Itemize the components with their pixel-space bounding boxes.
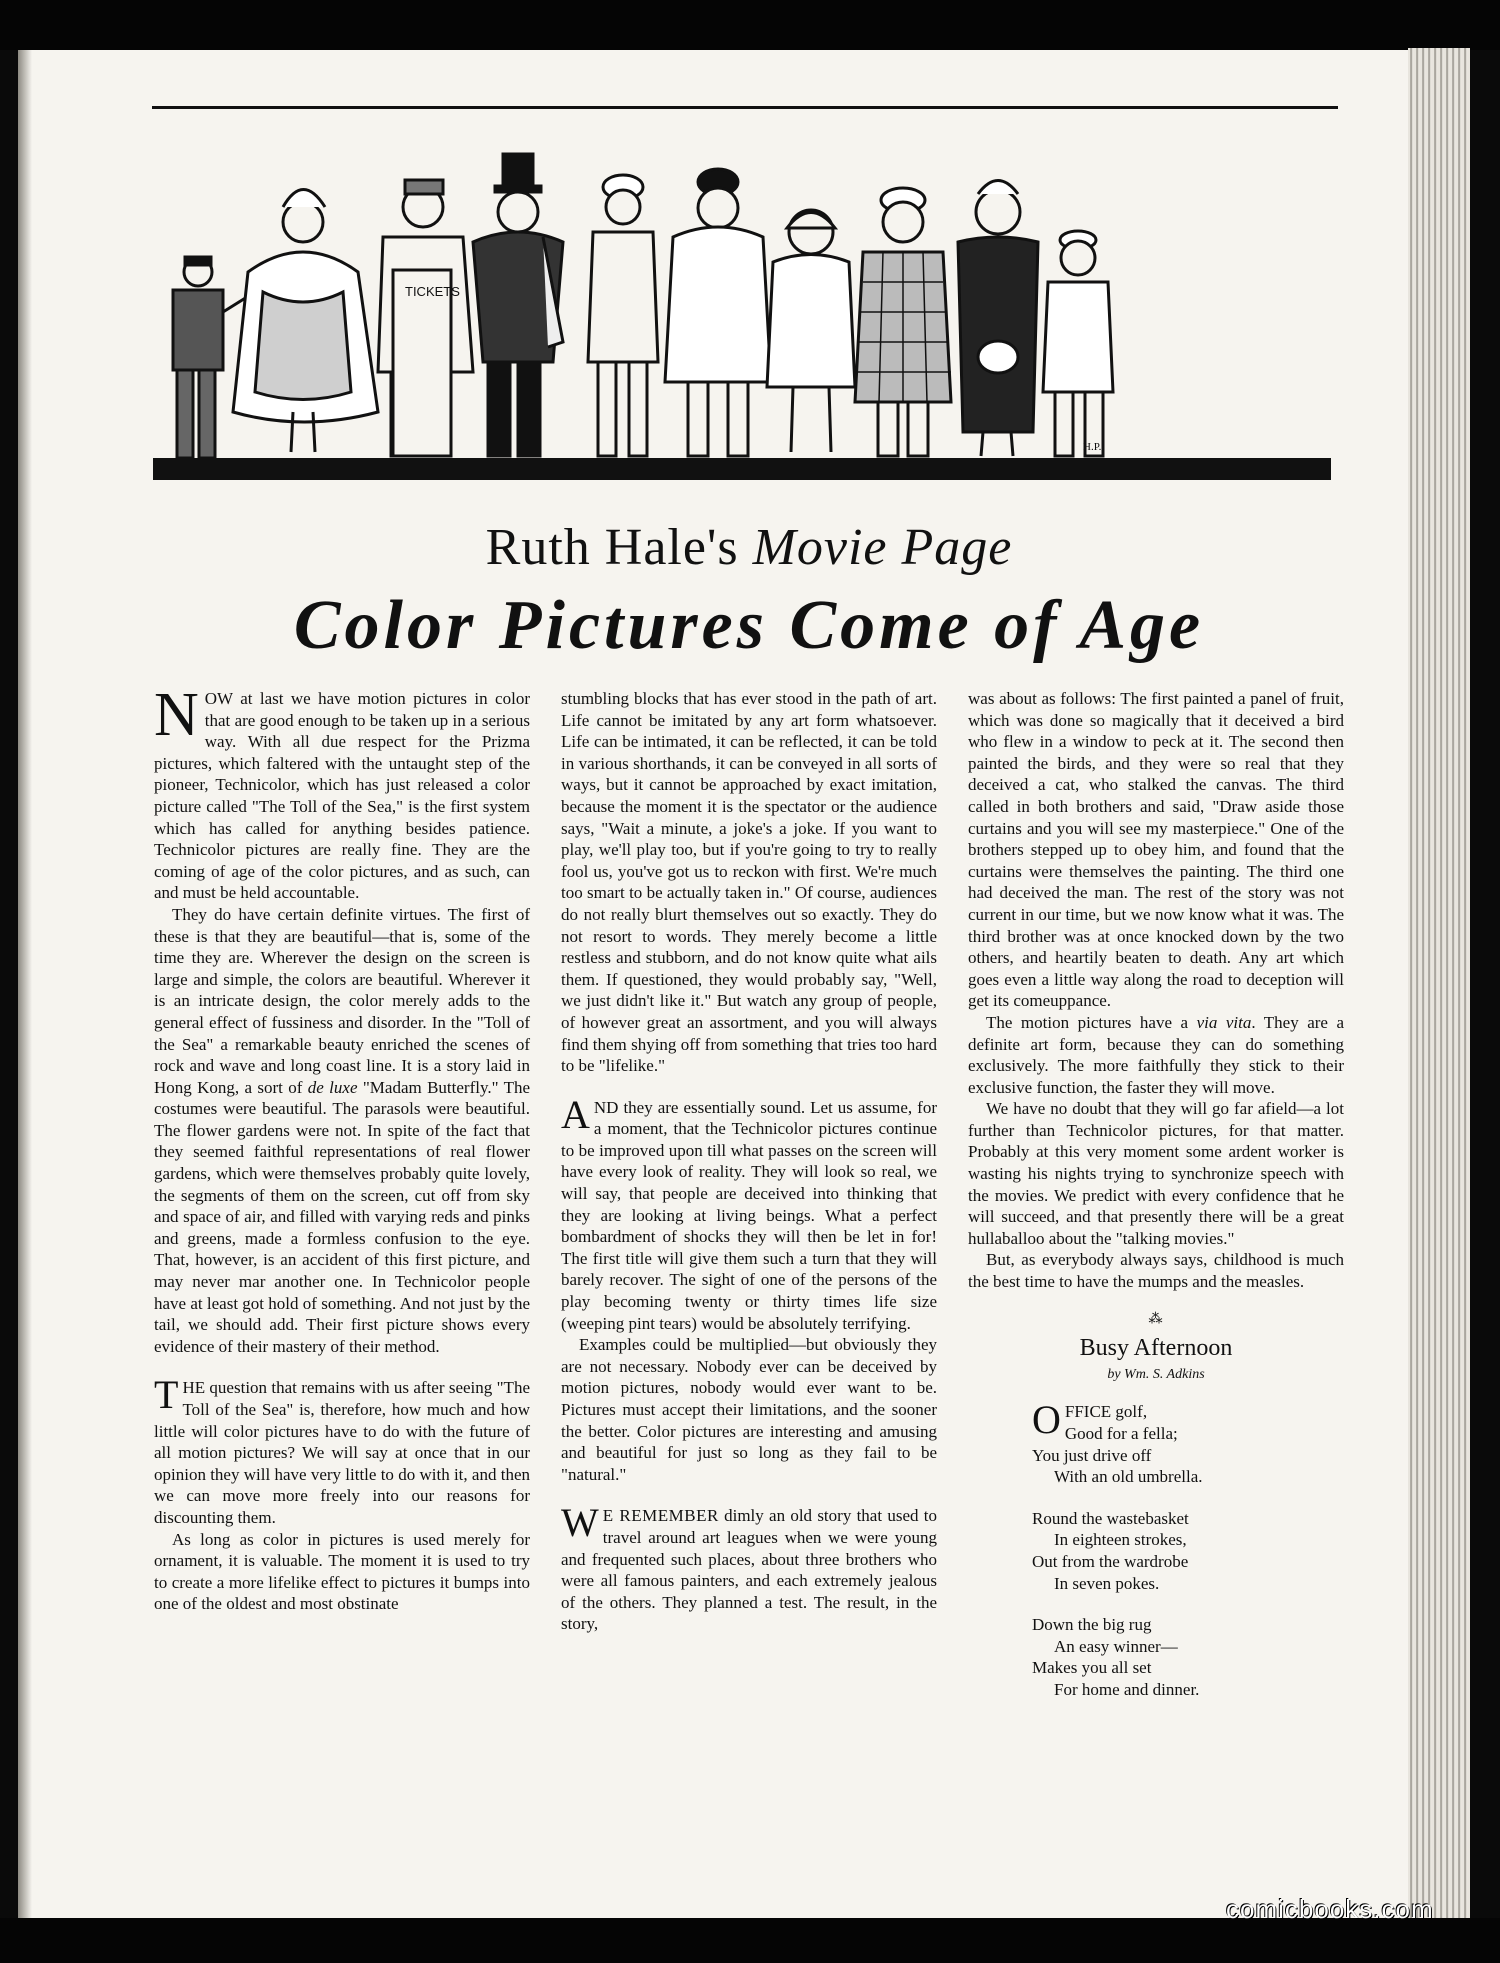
figure-top-hat-man (473, 154, 563, 456)
italic-text: de luxe (307, 1077, 358, 1097)
page-binding-shadow (18, 50, 32, 1918)
poem-stanza (1032, 1614, 1344, 1700)
poem-line: Round the wastebasket (1032, 1508, 1189, 1528)
paragraph-text: As long as color in pictures is used merely for ornament, it is valuable. The moment it is used to try to create a more lifelike effect to pictures it bumps into one of the oldest and most obstinate (154, 1529, 530, 1614)
figure-old-lady (958, 181, 1038, 457)
paragraph-text: was about as follows: The first painted a panel of fruit, which was done so magically that it deceived a bird who flew in a window to peck at it. The second then painted the birds, and they were so real that they deceived a cat, who stalked the canvas. The third called in both brothers and said, "Draw aside those curtains and you will see my masterpiece." One of the brothers stepped up to obey him, and found that the curtains were themselves the painting. The third one had deceived the man. The rest of the story was not current in our time, but we now know what it was. The third brother was at once knocked down by the two others, and heartily beaten to death. Any art which goes even a little way along the road to deception will get its comeuppance. (968, 689, 1344, 1011)
page-title-italic: Movie Page (752, 519, 1013, 576)
italic-text: via vita (1196, 1012, 1252, 1032)
paragraph-text: HE question that remains with us after seeing "The Toll of the Sea" is, therefore, how much and how little will color pictures have to do with the future of all motion pictures? We will say at once that in our opinion they will have very little to do with it, and then we can move more freely into our reasons for discounting them. (154, 1378, 530, 1527)
paragraph-text: stumbling blocks that has ever stood in the path of art. Life cannot be imitated by any art form whatsoever. Life can be intimated, it can be reflected, it can be told in various shorthands, it can be conveyed in all sorts of ways, but it cannot be approached by exact imitation, because the moment it is the spectator or the audience says, "Wait a minute, a joke's a joke. If you want to play, we'll play too, but if you're going to try to really fool us, you've got us to reckon with first. We're much too smart to be actually taken in." Of course, audiences do not really blurt themselves out so exactly. They do not resort to words. They merely become a little restless and stubborn, and do not know quite what ails them. If questioned, they would probably say, "Well, we just didn't like it." But watch any group of people, of however great an assortment, and you will always find them shying off from something that tries too hard to be "lifelike." (561, 689, 937, 1076)
paragraph (154, 904, 530, 1357)
paragraph-text: They do have certain definite virtues. The first of these is that they are beautiful—that is, some of the time they are. Wherever the design on the screen is large and simple, the colors are beautiful. Wherever it is an intricate design, the color merely adds to the general effect of fussiness and disorder. In the "Toll of the Sea" a remarkable beauty enriched the scenes of rock and wave and long coast line. It is a story laid in Hong Kong, a sort of (154, 904, 530, 1097)
figure-usher (173, 257, 247, 458)
header-illustration (143, 112, 1343, 490)
paragraph-text: We have no doubt that they will go far afield—a lot further than Technicolor pictures, for that matter. Probably at this very moment some ardent worker is wasting his nights trying to synchronize speech with the movies. We predict with every confidence that he will succeed, and that presently there will be a great hullaballoo about the "talking movies." (968, 1099, 1344, 1248)
paragraph-text: dimly an old story that used to travel around art leagues when we were young and frequented such places, about three brothers who were all famous painters, and each extremely jealous of the others. They planned a test. The result, in the story, (561, 1506, 937, 1634)
poem-line: Down the big rug (1032, 1615, 1152, 1635)
poem-line: For home and dinner. (1054, 1679, 1200, 1699)
poem-line: Makes you all set (1032, 1658, 1152, 1678)
book-page-edges (1408, 48, 1470, 1920)
poem-line: In eighteen strokes, (1054, 1530, 1187, 1550)
header-rule (152, 106, 1338, 109)
site-watermark: comicbooks.com (1226, 1894, 1434, 1924)
paragraph-text: Examples could be multiplied—but obviously they are not necessary. Nobody ever can be deceived by motion pictures, nobody would ever want to be. Pictures must accept their limitations, and the sooner the better. Color pictures are interesting and amusing and beautiful for just so long as they fail to be "natural." (561, 1335, 937, 1484)
paragraph-text: But, as everybody always says, childhood is much the best time to have the mumps and the measles. (968, 1250, 1344, 1292)
paragraph (561, 1091, 937, 1335)
figure-boy (1043, 231, 1113, 456)
drop-cap: A (561, 1091, 590, 1137)
paragraph (561, 1500, 937, 1635)
figure-checked-coat-man (855, 188, 951, 456)
paragraph (561, 688, 937, 1077)
drop-cap: T (154, 1372, 179, 1418)
paragraph (968, 1098, 1344, 1249)
paragraph-text: The motion pictures have a (986, 1012, 1197, 1032)
article-column-3 (968, 688, 1344, 1721)
figure-doorman (378, 180, 473, 456)
paragraph (561, 1334, 937, 1485)
poem-line-text: FFICE golf, (1064, 1402, 1148, 1422)
poem-stanza (1032, 1397, 1344, 1487)
paragraph-text: "Madam Butterfly." The costumes were beautiful. The parasols were beautiful. The flower gardens were not. In spite of the fact that they seemed faithful representations of real flower gardens, which were themselves probably quite lovely, the segments of them on the screen, cut off from sky and space of air, and filled with varying reds and pinks and greens, made a formless confusion to the eye. That, however, is an accident of this first picture, and may never mar another one. In Technicolor people have at least got hold of something. And not just by the tail, we should add. Their first picture shows every evidence of their mastery of their method. (154, 1077, 531, 1356)
section-ornament: ⁂ (1148, 1311, 1164, 1327)
poem-line: You just drive off (1032, 1445, 1152, 1465)
page-title-prefix: Ruth Hale's (485, 519, 739, 576)
poem-line: An easy winner— (1054, 1636, 1178, 1656)
magazine-page (18, 50, 1416, 1918)
article-column-2 (561, 688, 937, 1635)
figure-bowler-man (588, 175, 658, 456)
paragraph (968, 1249, 1344, 1292)
article-headline: Color Pictures Come of Age (293, 587, 1205, 664)
page-title (18, 518, 1480, 577)
figure-cloche-lady (767, 210, 855, 452)
paragraph (968, 1012, 1344, 1098)
paragraph-text: . They are a definite art form, because they can do something exclusively. The more faithfully they stick to their exclusive function, the faster they will move. (968, 1012, 1344, 1097)
paragraph (154, 1372, 530, 1528)
poem (1032, 1397, 1344, 1700)
article-column-1 (154, 681, 531, 1615)
paragraph (154, 681, 530, 904)
poem-line: Out from the wardrobe (1032, 1551, 1189, 1571)
ticket-sign: TICKETS (405, 284, 460, 299)
paragraph (968, 688, 1344, 1012)
drop-cap: N (154, 681, 199, 749)
drop-cap: W (561, 1500, 599, 1546)
paragraph-text: ND they are essentially sound. Let us assume, for a moment, that the Technicolor pictures continue to be improved upon till what passes on the screen will have every look of reality. They will look so real, we will say, that people are deceived into thinking that they are looking at living beings. What a perfect bombardment of shocks they will then be let in for! The first title will give them such a turn that they will barely recover. The sight of one of the persons of the play becoming twenty or thirty times life size (weeping pint tears) would be absolutely terrifying. (561, 1097, 937, 1333)
figure-fur-lady (233, 190, 378, 453)
drop-cap: O (1032, 1397, 1061, 1443)
poem-line: With an old umbrella. (1054, 1467, 1203, 1487)
scan-border-top (0, 0, 1500, 50)
poem-title: Busy Afternoon (1079, 1335, 1233, 1362)
poem-stanza (1032, 1508, 1344, 1594)
paragraph-text: OW at last we have motion pictures in color that are good enough to be taken up in a serious way. With all due respect for the Prizma pictures, which faltered with the untaught step of the pioneer, Technicolor, which has just released a color picture called "The Toll of the Sea," is the first system which has called for anything besides patience. Technicolor pictures are really fine. They are the coming of age of the color pictures, and as such, can and must be held accountable. (154, 689, 530, 903)
poem-byline: by Wm. S. Adkins (1107, 1366, 1205, 1382)
poem-line: Good for a fella; (1064, 1424, 1178, 1443)
figure-bearded-man (665, 169, 771, 456)
paragraph (154, 1529, 530, 1615)
lead-in-text: E REMEMBER (602, 1506, 719, 1526)
poem-line: In seven pokes. (1054, 1573, 1160, 1593)
illustrator-signature: H.P. (1083, 441, 1102, 453)
